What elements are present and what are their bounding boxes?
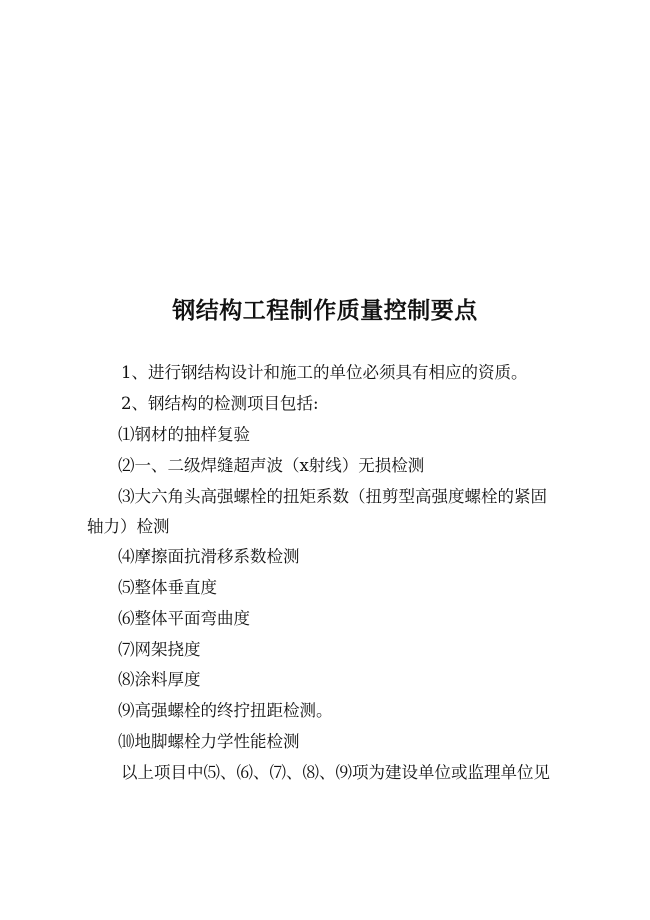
- list-item-coating-thickness: ⑻涂料厚度: [118, 670, 201, 689]
- list-item-grid-deflection: ⑺网架挠度: [118, 640, 201, 659]
- paragraph-inspection-items-intro: 2、钢结构的检测项目包括:: [121, 394, 319, 413]
- list-item-bolt-torque-continued: 轴力）检测: [87, 517, 170, 536]
- paragraph-qualification: 1、进行钢结构设计和施工的单位必须具有相应的资质。: [121, 363, 528, 382]
- list-item-steel-sampling: ⑴钢材的抽样复验: [118, 425, 250, 444]
- list-item-anchor-bolt: ⑽地脚螺栓力学性能检测: [118, 732, 300, 751]
- list-item-final-torque: ⑼高强螺栓的终拧扭距检测。: [118, 701, 333, 720]
- list-item-verticality: ⑸整体垂直度: [118, 578, 217, 597]
- list-item-bolt-torque: ⑶大六角头高强螺栓的扭矩系数（扭剪型高强度螺栓的紧固: [118, 487, 547, 506]
- list-item-plane-bending: ⑹整体平面弯曲度: [118, 609, 250, 628]
- list-item-weld-ultrasonic: ⑵一、二级焊缝超声波（x射线）无损检测: [118, 456, 425, 475]
- paragraph-witness-note: 以上项目中⑸、⑹、⑺、⑻、⑼项为建设单位或监理单位见: [121, 763, 550, 782]
- document-title: 钢结构工程制作质量控制要点: [172, 298, 478, 324]
- list-item-friction-surface: ⑷摩擦面抗滑移系数检测: [118, 547, 300, 566]
